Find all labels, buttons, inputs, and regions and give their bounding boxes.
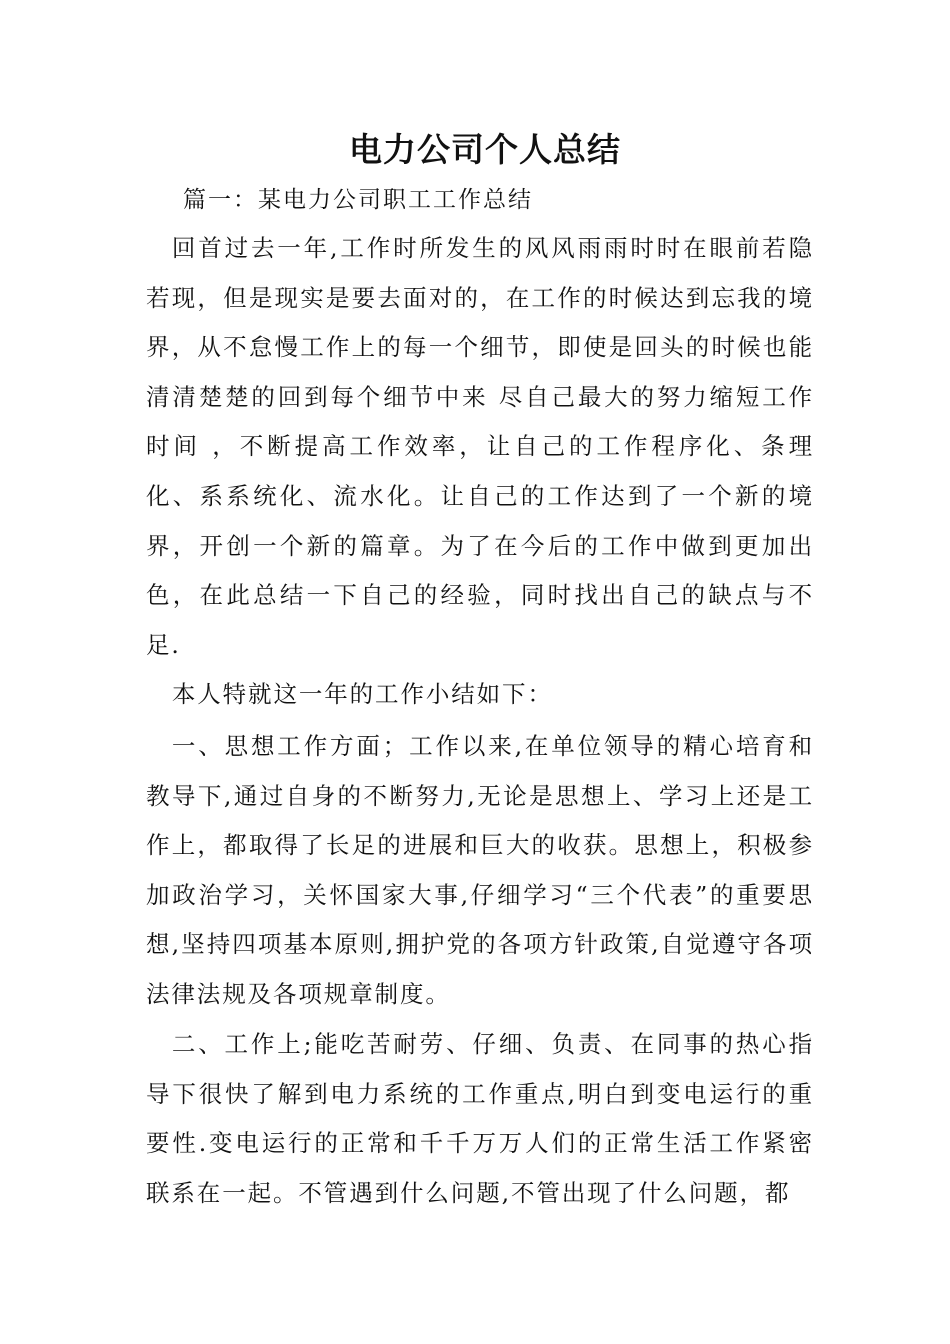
paragraph-work: 二、工作上;能吃苦耐劳、仔细、负责、在同事的热心指导下很快了解到电力系统的工作重点,明白到变电运行的重要性.变电运行的正常和千千万万人们的正常生活工作紧密联系在一起。不管遇到什么问题,不管出现了什么问题，都 — [146, 1030, 814, 1207]
document-subtitle: 篇一：某电力公司职工工作总结 — [183, 187, 533, 213]
paragraph-intro: 回首过去一年,工作时所发生的风风雨雨时时在眼前若隐若现，但是现实是要去面对的，在工作的时候达到忘我的境界，从不怠慢工作上的每一个细节，即使是回头的时候也能清清楚楚的回到每个细节中来 尽自己最大的努力缩短工作时间 ，不断提高工作效率，让自己的工作程序化、条理化、系系统化、流水化。让自己的工作达到了一个新的境界，开创一个新的篇章。为了在今后的工作中做到更加出色，在此总结一下自己的经验，同时找出自己的缺点与不足. — [146, 234, 814, 659]
paragraph-ideology: 一、思想工作方面；工作以来,在单位领导的精心培育和教导下,通过自身的不断努力,无论是思想上、学习上还是工作上，都取得了长足的进展和巨大的收获。思想上，积极参加政治学习，关怀国家大事,仔细学习“三个代表”的重要思想,坚持四项基本原则,拥护党的各项方针政策,自觉遵守各项法律法规及各项规章制度。 — [146, 732, 814, 1008]
paragraph-summary-lead: 本人特就这一年的工作小结如下： — [171, 680, 553, 708]
document-title: 电力公司个人总结 — [349, 130, 621, 169]
